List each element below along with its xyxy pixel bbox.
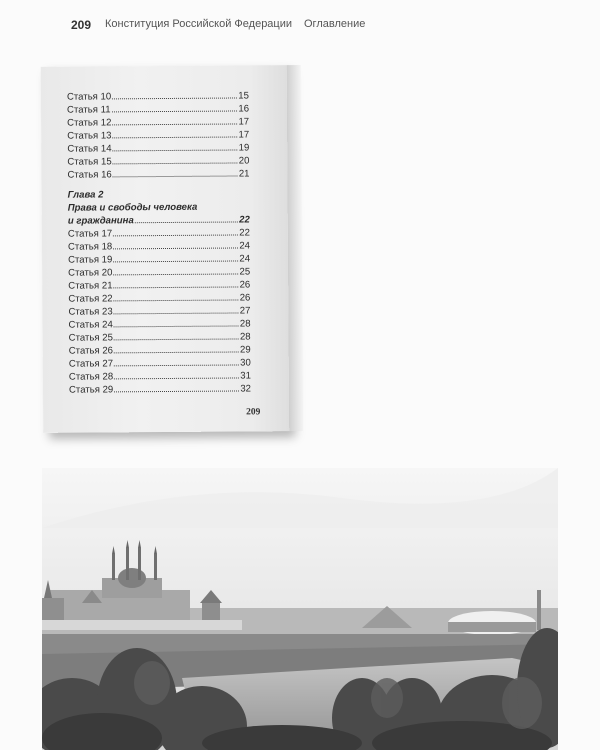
article-page: 30 xyxy=(240,357,251,369)
article-page: 22 xyxy=(239,227,250,239)
toc-article-row xyxy=(67,102,249,116)
article-page: 26 xyxy=(239,279,251,291)
leader-dots xyxy=(112,136,237,138)
toc-page-footer-number: 209 xyxy=(246,407,261,418)
article-label: Статья 10 xyxy=(66,91,112,103)
article-page: 31 xyxy=(240,370,251,382)
toc-article-row xyxy=(68,317,250,331)
leader-dots xyxy=(113,260,238,262)
article-label: Статья 21 xyxy=(68,280,113,292)
article-page: 24 xyxy=(239,240,251,252)
article-label: Статья 13 xyxy=(67,130,112,142)
header-section-title: Оглавление xyxy=(304,18,366,30)
article-label: Статья 12 xyxy=(67,117,112,129)
page-header xyxy=(0,18,600,38)
article-page: 28 xyxy=(239,318,251,330)
article-label: Статья 23 xyxy=(68,306,113,318)
chapter-title-line1: Права и свободы человека xyxy=(67,201,198,214)
leader-dots xyxy=(113,234,238,236)
article-label: Статья 29 xyxy=(68,384,114,396)
leader-dots xyxy=(113,162,238,164)
leader-dots xyxy=(112,110,238,112)
leader-dots xyxy=(114,364,239,366)
kazan-kremlin-photo xyxy=(42,468,558,750)
article-label: Статья 26 xyxy=(68,345,114,357)
article-page: 17 xyxy=(238,116,250,128)
chapter-title-line2: и гражданина xyxy=(67,215,134,227)
toc-article-row xyxy=(69,343,251,357)
leader-dots xyxy=(113,149,238,151)
leader-dots xyxy=(114,286,239,288)
article-page: 16 xyxy=(238,103,250,115)
toc-article-row xyxy=(69,356,251,370)
toc-articles-group-2 xyxy=(68,226,251,396)
article-page: 25 xyxy=(239,266,251,278)
toc-chapter-row xyxy=(68,213,250,227)
toc-article-row xyxy=(68,252,250,266)
article-page: 27 xyxy=(239,305,251,317)
leader-dots xyxy=(113,175,238,177)
chapter-page: 22 xyxy=(239,214,250,226)
toc-article-row xyxy=(69,382,251,396)
article-label: Статья 11 xyxy=(66,104,111,116)
toc-article-row xyxy=(69,369,251,383)
toc-chapter-heading xyxy=(68,188,250,214)
article-label: Статья 28 xyxy=(68,371,114,383)
leader-dots xyxy=(113,273,238,275)
article-label: Статья 25 xyxy=(68,332,113,344)
article-page: 28 xyxy=(239,331,251,343)
leader-dots xyxy=(114,325,239,327)
article-label: Статья 27 xyxy=(68,358,114,370)
article-page: 21 xyxy=(238,168,250,180)
article-label: Статья 20 xyxy=(68,267,113,279)
toc-article-row xyxy=(67,167,249,181)
leader-dots xyxy=(114,351,239,353)
toc-article-row xyxy=(67,89,249,103)
article-page: 19 xyxy=(238,142,250,154)
header-page-number: 209 xyxy=(71,18,92,32)
article-label: Статья 22 xyxy=(68,293,113,305)
article-page: 29 xyxy=(239,344,251,356)
leader-dots xyxy=(114,299,239,301)
chapter-number: Глава 2 xyxy=(67,189,104,201)
article-label: Статья 17 xyxy=(67,228,113,240)
toc-article-row xyxy=(68,239,250,253)
article-page: 24 xyxy=(239,253,251,265)
article-label: Статья 16 xyxy=(67,169,112,181)
toc-article-row xyxy=(68,226,250,240)
article-page: 15 xyxy=(238,90,249,102)
toc-article-row xyxy=(68,265,250,279)
article-page: 20 xyxy=(238,155,250,167)
article-label: Статья 14 xyxy=(67,143,112,155)
toc-article-row xyxy=(67,154,249,168)
article-label: Статья 24 xyxy=(68,319,113,331)
toc-article-row xyxy=(68,291,250,305)
table-of-contents xyxy=(67,89,251,396)
article-page: 17 xyxy=(238,129,250,141)
leader-dots xyxy=(112,97,237,99)
article-label: Статья 19 xyxy=(68,254,113,266)
article-label: Статья 15 xyxy=(67,156,112,168)
toc-article-row xyxy=(67,128,249,142)
header-book-title: Конституция Российской Федерации xyxy=(105,18,293,30)
leader-dots xyxy=(112,123,237,125)
toc-article-row xyxy=(67,115,249,129)
toc-article-row xyxy=(67,141,249,155)
article-label: Статья 18 xyxy=(67,241,113,253)
article-page: 32 xyxy=(240,383,252,395)
toc-article-row xyxy=(68,278,250,292)
leader-dots xyxy=(135,221,238,223)
toc-articles-group-1 xyxy=(67,89,250,181)
leader-dots xyxy=(114,390,239,392)
leader-dots xyxy=(114,377,239,379)
leader-dots xyxy=(113,247,238,249)
toc-page-image xyxy=(41,65,290,433)
toc-article-row xyxy=(69,330,251,344)
leader-dots xyxy=(114,338,239,340)
article-page: 26 xyxy=(239,292,251,304)
toc-article-row xyxy=(68,304,250,318)
leader-dots xyxy=(114,312,239,314)
